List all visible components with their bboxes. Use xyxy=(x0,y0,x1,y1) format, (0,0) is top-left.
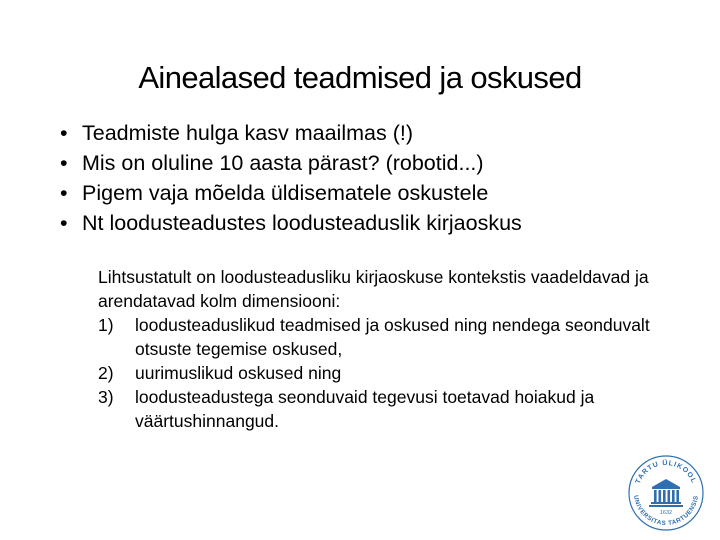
bullet-marker: • xyxy=(60,181,68,205)
bullet-item xyxy=(58,208,522,238)
bullet-text: Pigem vaja mõelda üldisematele oskustele xyxy=(82,181,489,205)
bullet-marker: • xyxy=(60,121,68,145)
item-number: 2) xyxy=(98,363,114,383)
university-logo xyxy=(626,453,706,533)
numbered-item xyxy=(98,385,658,433)
university-seal-icon xyxy=(626,453,706,533)
sub-block xyxy=(98,265,658,433)
bullet-text: Mis on oluline 10 aasta pärast? (robotid...) xyxy=(82,151,484,175)
numbered-list xyxy=(98,313,658,433)
item-number: 3) xyxy=(98,387,114,407)
numbered-item xyxy=(98,313,658,361)
logo-text-top: TARTU ÜLIKOOL xyxy=(634,459,698,485)
bullet-marker: • xyxy=(60,151,68,175)
logo-year: 1632 xyxy=(659,510,673,516)
building-icon xyxy=(649,479,683,507)
sub-intro: Lihtsustatult on loodusteadusliku kirjaoskuse kontekstis vaadeldavad ja arendatavad kolm dimensiooni: xyxy=(98,267,649,311)
item-text: loodusteaduslikud teadmised ja oskused ning nendega seonduvalt otsuste tegemise oskused, xyxy=(135,315,650,359)
bullet-item xyxy=(58,118,522,148)
bullet-item xyxy=(58,148,522,178)
bullet-list xyxy=(58,118,522,238)
item-text: uurimuslikud oskused ning xyxy=(135,363,342,383)
bullet-text: Teadmiste hulga kasv maailmas (!) xyxy=(82,121,413,145)
logo-text-bottom: UNIVERSITAS TARTUENSIS xyxy=(632,494,700,528)
bullet-item xyxy=(58,178,522,208)
item-text: loodusteadustega seonduvaid tegevusi toetavad hoiakud ja väärtushinnangud. xyxy=(135,387,595,431)
bullet-marker: • xyxy=(60,211,68,235)
slide-title: Ainealased teadmised ja oskused xyxy=(138,60,582,95)
numbered-item xyxy=(98,361,658,385)
bullet-text: Nt loodusteadustes loodusteaduslik kirjaoskus xyxy=(82,211,522,235)
item-number: 1) xyxy=(98,315,114,335)
